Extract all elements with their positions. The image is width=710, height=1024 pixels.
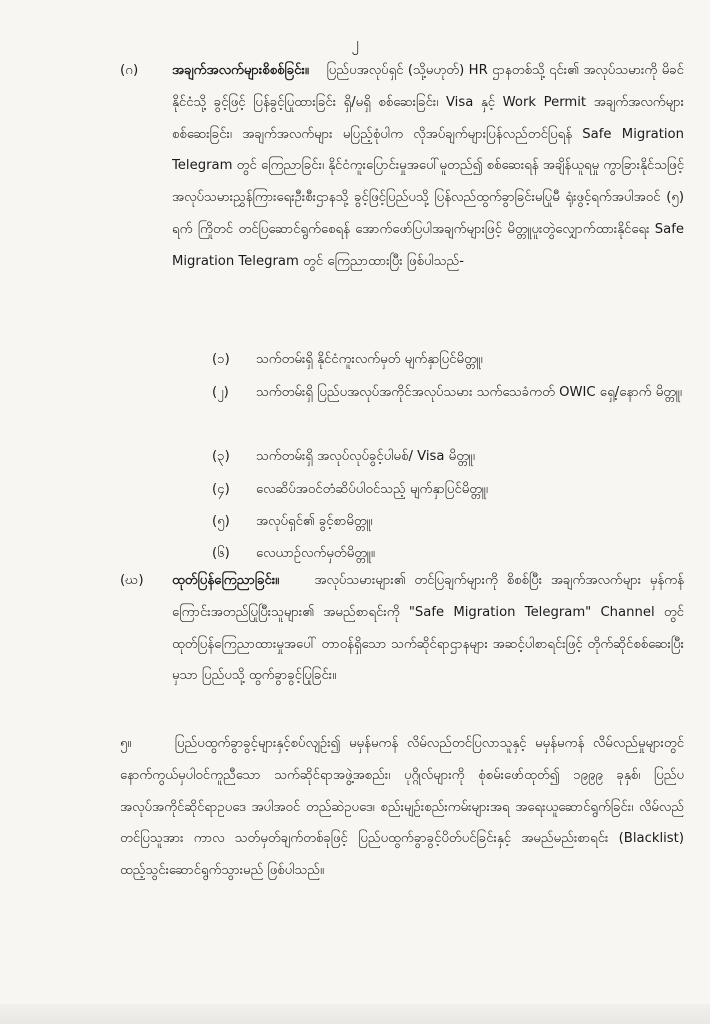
paragraph-5 xyxy=(120,728,684,918)
paragraph-5-body: ပြည်ပထွက်ခွာခွင့်များနှင့်စပ်လျဉ်း၍ မမှန်မကန် လိမ်လည်တင်ပြလာသူနှင့် မမှန်မကန် လိမ်လည်မှုများတွင် နောက်ကွယ်မှပါဝင်ကူညီသော သက်ဆိုင်ရာအဖွဲ့အစည်း၊ ပုဂ္ဂိုလ်များကို စုံစမ်းဖော်ထုတ်၍ ၁၉၉၉ ခုနှစ်၊ ပြည်ပအလုပ်အကိုင်ဆိုင်ရာဥပဒေ အပါအဝင် တည်ဆဲဥပဒေ၊ စည်းမျဉ်းစည်းကမ်းများအရ အရေးယူဆောင်ရွက်ခြင်း၊ လိမ်လည်တင်ပြသူအား ကာလ သတ်မှတ်ချက်တစ်ခုဖြင့် ပြည်ပထွက်ခွာခွင့်ပိတ်ပင်ခြင်းနှင့် အမည်မည်းစာရင်း (Blacklist) ထည့်သွင်းဆောင်ရွက်သွားမည် ဖြစ်ပါသည်။ xyxy=(120,736,684,879)
section-a-number: (ဂ) xyxy=(120,62,139,78)
list-item-text: သက်တမ်းရှိ ပြည်ပအလုပ်အကိုင်အလုပ်သမား သက်သေခံကတ် OWIC ရှေ့/နောက် မိတ္တူ၊ xyxy=(256,385,683,400)
list-item-text: သက်တမ်းရှိ အလုပ်လုပ်ခွင့်ပါမစ်/ Visa မိတ္တူ၊ xyxy=(256,449,475,464)
paragraph-5-number: ၅။ xyxy=(120,736,132,751)
list-item-number: (၆) xyxy=(212,546,230,561)
section-b-heading: ထုတ်ပြန်ကြေညာခြင်း။ xyxy=(172,573,280,588)
section-b-number: (ဃ) xyxy=(120,572,144,588)
list-item-number: (၄) xyxy=(212,482,230,497)
page-number: ၂ xyxy=(351,34,359,52)
list-item-number: (၂) xyxy=(212,385,229,400)
list-item-number: (၃) xyxy=(212,449,230,464)
section-a-heading: အချက်အလက်များစိစစ်ခြင်း။ xyxy=(172,63,309,78)
list-item-text: လေယာဉ်လက်မှတ်မိတ္တူ။ xyxy=(256,546,375,561)
list-item-number: (၁) xyxy=(212,352,230,367)
page-bottom-edge xyxy=(0,1004,710,1024)
section-b-paragraph xyxy=(172,565,684,725)
list-item-text: လေဆိပ်အဝင်တံဆိပ်ပါဝင်သည့် မျက်နှာပြင်မိတ္တူ၊ xyxy=(256,482,489,497)
list-item-text: သက်တမ်းရှိ နိုင်ငံကူးလက်မှတ် မျက်နှာပြင်မိတ္တူ၊ xyxy=(256,352,483,367)
list-item-number: (၅) xyxy=(212,514,230,529)
list-item-text: အလုပ်ရှင်၏ ခွင့်စာမိတ္တူ၊ xyxy=(256,514,373,529)
section-a-paragraph xyxy=(172,55,684,345)
section-a-body: ပြည်ပအလုပ်ရှင် (သို့မဟုတ်) HR ဌာနတစ်သို့ ၎င်း၏ အလုပ်သမားကို မိခင်နိုင်ငံသို့ ခွင့်ဖြင့် ပြန်ခွင့်ပြုထားခြင်း ရှိ/မရှိ စစ်ဆေးခြင်း၊ Visa နှင့် Work Permit အချက်အလက်များ စစ်ဆေးခြင်း၊ အချက်အလက်များ မပြည့်စုံပါက လိုအပ်ချက်များပြန်လည်တင်ပြရန် Safe Migration Telegram တွင် ကြေညာခြင်း၊ နိုင်ငံကူးပြောင်းမှုအပေါ်မူတည်၍ စစ်ဆေးရန် အချိန်ယူရမှု ကွာခြားနိုင်သဖြင့် အလုပ်သမားညွှန်ကြားရေးဦးစီးဌာနသို့ ခွင့်ဖြင့်ပြည်ပသို့ ပြန်လည်ထွက်ခွာခြင်းမပြုမီ ရုံးဖွင့်ရက်အပါအဝင် (၅) ရက် ကြိုတင် တင်ပြဆောင်ရွက်စေရန် အောက်ဖော်ပြပါအချက်များဖြင့် မိတ္တူပူးတွဲလျှောက်ထားနိုင်ရေး Safe Migration Telegram တွင် ကြေညာထားပြီး ဖြစ်ပါသည်- xyxy=(172,63,684,269)
section-b-body: အလုပ်သမားများ၏ တင်ပြချက်များကို စိစစ်ပြီး အချက်အလက်များ မှန်ကန်ကြောင်းအတည်ပြုပြီးသူများ၏ အမည်စာရင်းကို "Safe Migration Telegram" Channel တွင် ထုတ်ပြန်ကြေညာထားမှုအပေါ် တာဝန်ရှိသော သက်ဆိုင်ရာဌာနများ အဆင့်ပါစာရင်းဖြင့် တိုက်ဆိုင်စစ်ဆေးပြီးမှသာ ပြည်ပသို့ ထွက်ခွာခွင့်ပြုခြင်း။ xyxy=(172,573,684,684)
